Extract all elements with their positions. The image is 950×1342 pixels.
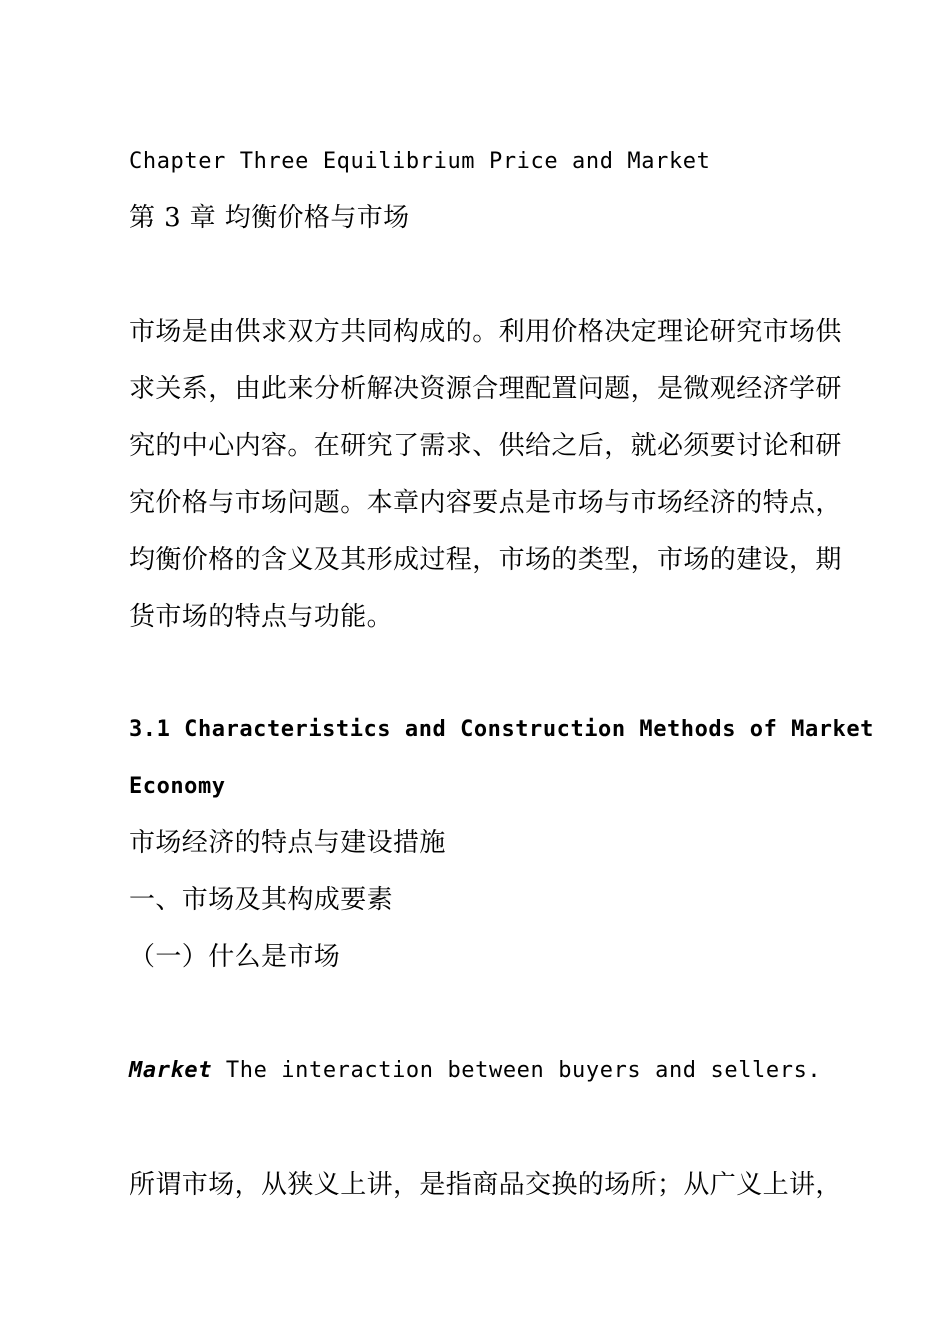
market-definition: [129, 1060, 821, 1082]
body-paragraph-line-1: 所谓市场，从狭义上讲，是指商品交换的场所；从广义上讲，: [129, 1170, 842, 1200]
section-heading-chinese: 市场经济的特点与建设措施: [129, 828, 446, 858]
chapter-title-chinese: 第 3 章 均衡价格与市场: [129, 203, 410, 233]
chapter-title-english: Chapter Three Equilibrium Price and Market: [129, 149, 711, 174]
section-heading-english-line-1: 3.1 Characteristics and Construction Methods of Market: [129, 717, 874, 742]
intro-line-3: 究的中心内容。在研究了需求、供给之后，就必须要讨论和研: [129, 431, 842, 461]
intro-line-1: 市场是由供求双方共同构成的。利用价格决定理论研究市场供: [129, 317, 842, 347]
definition-term: Market: [129, 1058, 213, 1083]
intro-line-5: 均衡价格的含义及其形成过程，市场的类型，市场的建设，期: [129, 545, 842, 575]
intro-line-4: 究价格与市场问题。本章内容要点是市场与市场经济的特点，: [129, 488, 842, 518]
intro-line-6: 货市场的特点与功能。: [129, 602, 394, 632]
intro-line-2: 求关系，由此来分析解决资源合理配置问题，是微观经济学研: [129, 374, 842, 404]
definition-text: The interaction between buyers and sellers.: [212, 1058, 822, 1083]
subheading-what-is-market: （一）什么是市场: [129, 942, 341, 972]
section-heading-english-line-2: Economy: [129, 774, 226, 799]
subheading-market-elements: 一、市场及其构成要素: [129, 885, 394, 915]
